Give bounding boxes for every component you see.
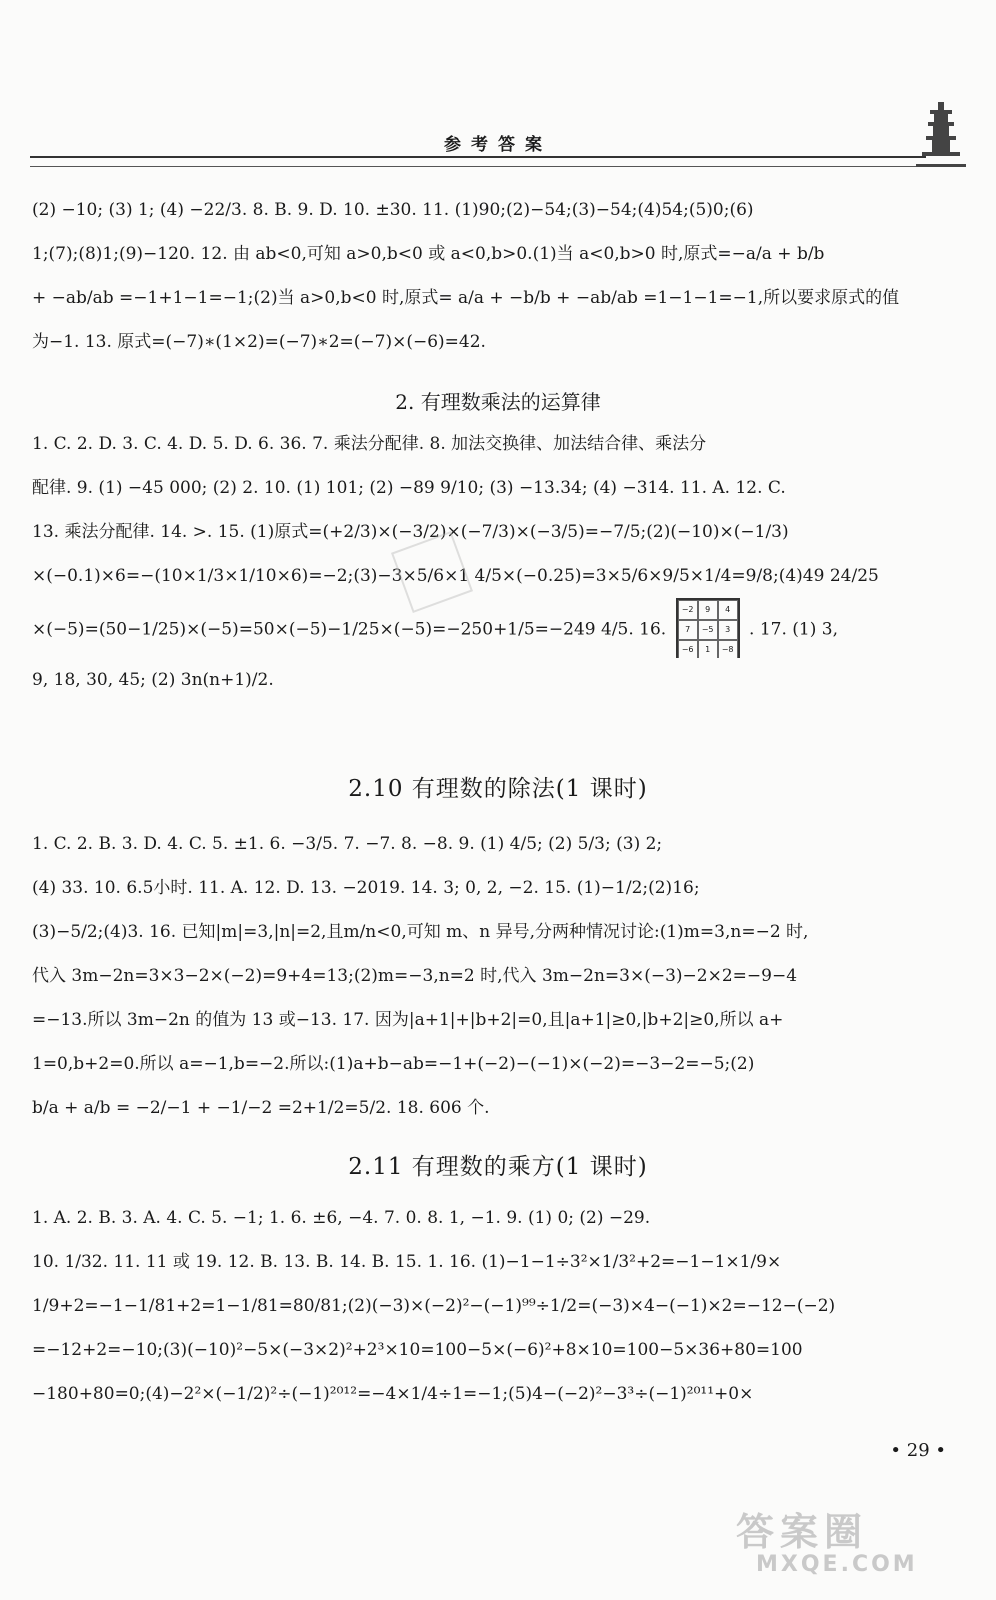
grid-cell: 1 [698, 640, 718, 658]
page-number: • 29 • [890, 1440, 946, 1461]
text-line: . 17. (1) 3, [749, 619, 838, 640]
text-line: 配律. 9. (1) −45 000; (2) 2. 10. (1) 101; (2) −89 9/10; (3) −13.34; (4) −314. 11. A. 12. C. [32, 478, 786, 498]
section-heading-2-10: 2.10 有理数的除法(1 课时) [348, 776, 648, 802]
grid-cell: −2 [678, 600, 698, 620]
watermark-bottom-text: MXQE.COM [756, 1552, 918, 1577]
text-line: 代入 3m−2n=3×3−2×(−2)=9+4=13;(2)m=−3,n=2 时,代入 3m−2n=3×(−3)−2×2=−9−4 [32, 966, 798, 986]
text-line: 1;(7);(8)1;(9)−120. 12. 由 ab<0,可知 a>0,b<0 或 a<0,b>0.(1)当 a<0,b>0 时,原式=−a/a + b/b [32, 244, 825, 264]
grid-cell: −6 [678, 640, 698, 658]
grid-cell: 4 [718, 600, 738, 620]
text-line: 1/9+2=−1−1/81+2=1−1/81=80/81;(2)(−3)×(−2)²−(−1)⁹⁹÷1/2=(−3)×4−(−1)×2=−12−(−2) [32, 1296, 836, 1316]
text-line: =−12+2=−10;(3)(−10)²−5×(−3×2)²+2³×10=100−5×(−6)²+8×10=100−5×36+80=100 [32, 1340, 803, 1360]
header-rule [30, 156, 926, 167]
text-line: =−13.所以 3m−2n 的值为 13 或−13. 17. 因为|a+1|+|b+2|=0,且|a+1|≥0,|b+2|≥0,所以 a+ [32, 1010, 784, 1030]
text-line: ×(−0.1)×6=−(10×1/3×1/10×6)=−2;(3)−3×5/6×1 4/5×(−0.25)=3×5/6×9/5×1/4=9/8;(4)49 24/25 [32, 566, 879, 586]
section-2-10-answers [32, 822, 966, 1130]
text-line: 10. 1/32. 11. 11 或 19. 12. B. 13. B. 14. B. 15. 1. 16. (1)−1−1÷3²×1/3²+2=−1−1×1/9× [32, 1252, 782, 1272]
section-top-answers [32, 188, 966, 364]
text-line: 1=0,b+2=0.所以 a=−1,b=−2.所以:(1)a+b−ab=−1+(−2)−(−1)×(−2)=−3−2=−5;(2) [32, 1054, 755, 1074]
section-heading-2-11: 2.11 有理数的乘方(1 课时) [348, 1154, 648, 1180]
grid-cell: −8 [718, 640, 738, 658]
text-line-with-grid [32, 598, 966, 658]
grid-cell: 7 [678, 620, 698, 640]
magic-square-grid [676, 598, 740, 658]
section-heading-2: 2. 有理数乘法的运算律 [395, 390, 601, 414]
text-line: + −ab/ab =−1+1−1=−1;(2)当 a>0,b<0 时,原式= a/a + −b/b + −ab/ab =1−1−1=−1,所以要求原式的值 [32, 288, 900, 308]
text-line: (4) 33. 10. 6.5小时. 11. A. 12. D. 13. −2019. 14. 3; 0, 2, −2. 15. (1)−1/2;(2)16; [32, 878, 700, 898]
grid-cell: 3 [718, 620, 738, 640]
watermark-top-text: 答案圈 [736, 1510, 869, 1554]
text-line: ×(−5)=(50−1/25)×(−5)=50×(−5)−1/25×(−5)=−250+1/5=−249 4/5. 16. [32, 619, 667, 640]
watermark-logo [736, 1512, 976, 1582]
text-line: 为−1. 13. 原式=(−7)∗(1×2)=(−7)∗2=(−7)×(−6)=42. [32, 332, 486, 352]
section-2-answers [32, 422, 966, 702]
text-line: (3)−5/2;(4)3. 16. 已知|m|=3,|n|=2,且m/n<0,可知 m、n 异号,分两种情况讨论:(1)m=3,n=−2 时, [32, 922, 809, 942]
grid-cell: 9 [698, 600, 718, 620]
grid-cell: −5 [698, 620, 718, 640]
text-line: −180+80=0;(4)−2²×(−1/2)²÷(−1)²⁰¹²=−4×1/4÷1=−1;(5)4−(−2)²−3³÷(−1)²⁰¹¹+0× [32, 1384, 754, 1404]
section-2-11-answers [32, 1196, 966, 1416]
text-line: 1. C. 2. B. 3. D. 4. C. 5. ±1. 6. −3/5. 7. −7. 8. −8. 9. (1) 4/5; (2) 5/3; (3) 2; [32, 834, 663, 854]
text-line: 1. A. 2. B. 3. A. 4. C. 5. −1; 1. 6. ±6, −4. 7. 0. 8. 1, −1. 9. (1) 0; (2) −29. [32, 1208, 651, 1228]
text-line: (2) −10; (3) 1; (4) −22/3. 8. B. 9. D. 10. ±30. 11. (1)90;(2)−54;(3)−54;(4)54;(5)0;(6) [32, 200, 754, 220]
text-line: 13. 乘法分配律. 14. >. 15. (1)原式=(+2/3)×(−3/2)×(−7/3)×(−3/5)=−7/5;(2)(−10)×(−1/3) [32, 522, 789, 542]
header-title: 参考答案 [444, 135, 552, 155]
text-line: 1. C. 2. D. 3. C. 4. D. 5. D. 6. 36. 7. 乘法分配律. 8. 加法交换律、加法结合律、乘法分 [32, 434, 707, 454]
pagoda-icon [916, 102, 966, 172]
text-line: b/a + a/b = −2/−1 + −1/−2 =2+1/2=5/2. 18. 606 个. [32, 1098, 490, 1118]
page-header [30, 118, 966, 178]
text-line: 9, 18, 30, 45; (2) 3n(n+1)/2. [32, 670, 274, 690]
